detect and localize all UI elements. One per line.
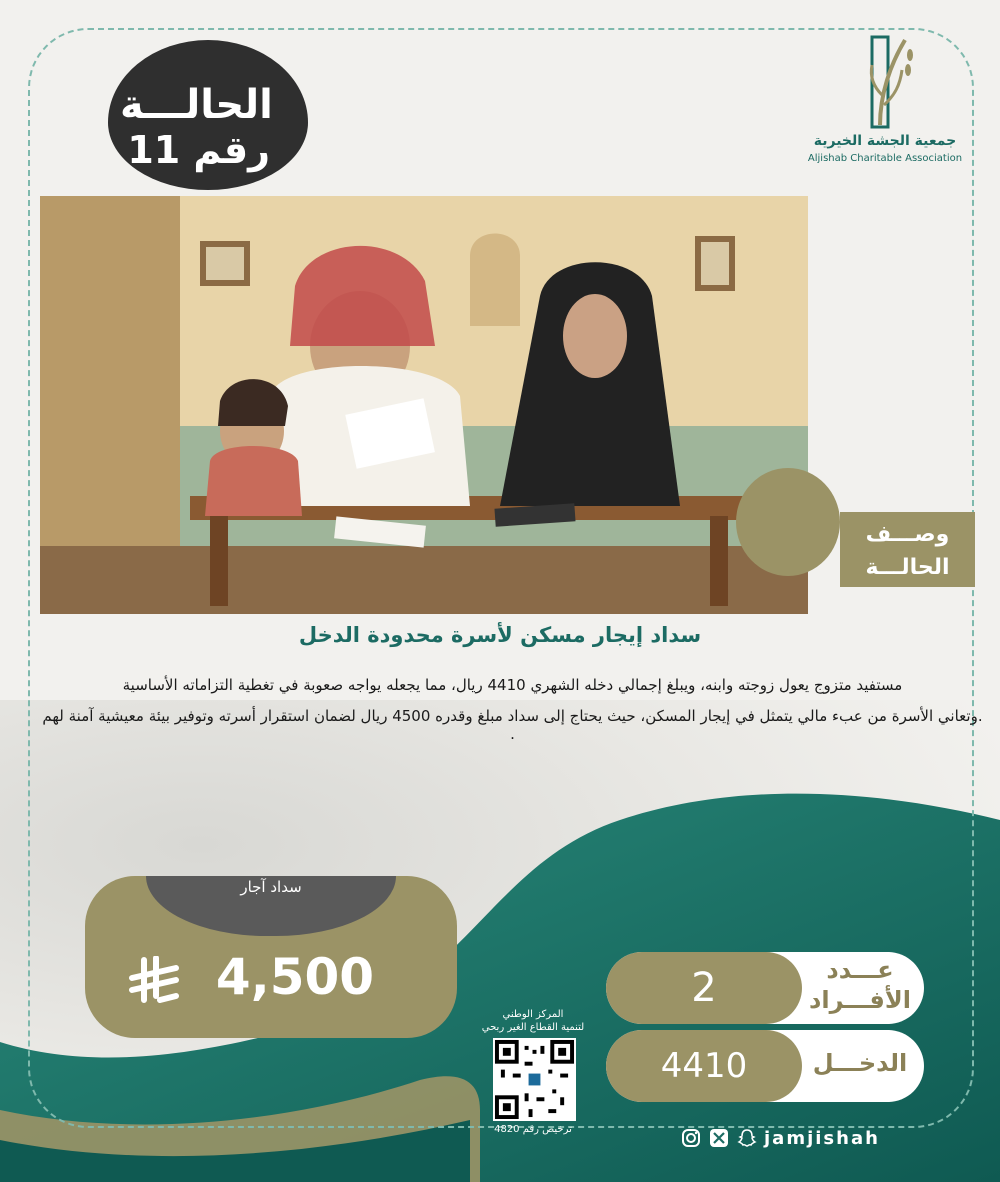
members-label-line2: الأفـــراد — [809, 986, 911, 1014]
description-line-1: مستفيد متزوج يعول زوجته وابنه، ويبلغ إجمالي دخله الشهري 4410 ريال، مما يجعله يواجه صعوبة في تغطية التزاماته الأساسية — [122, 676, 903, 694]
description-label-line1: وصـــف — [865, 522, 950, 547]
description-line-2: .وتعاني الأسرة من عبء مالي يتمثل في إيجار المسكن، حيث يحتاج إلى سداد مبلغ وقدره 4500 ريال لضمان استقرار أسرته وتوفير بيئة معيشية آمنة لهم . — [42, 707, 983, 743]
snapchat-icon[interactable] — [736, 1127, 758, 1149]
association-logo — [800, 25, 970, 175]
case-number: رقم 11 — [127, 128, 270, 172]
income-value: 4410 — [606, 1030, 802, 1102]
qr-org-line2: لتنمية القطاع الغير ربحي — [481, 1022, 585, 1033]
members-value: 2 — [606, 952, 802, 1024]
members-label-line1: عـــدد — [826, 956, 894, 984]
case-headline: سداد إيجار مسكن لأسرة محدودة الدخل — [298, 623, 702, 647]
qr-organization-text — [478, 1008, 588, 1034]
qr-org-line1: المركز الوطني — [502, 1009, 564, 1020]
description-label-line2: الحالـــة — [865, 555, 950, 580]
social-bar — [680, 1124, 900, 1152]
license-number: ترخيص رقم 4820 — [494, 1124, 572, 1135]
rent-label: سداد آجار — [240, 878, 302, 896]
logo-name-ar: جمعية الجشة الخيرية — [813, 133, 957, 149]
case-title: الحالـــة — [120, 82, 273, 128]
instagram-icon[interactable] — [680, 1127, 702, 1149]
qr-code[interactable] — [493, 1038, 576, 1121]
riyal-currency-icon — [126, 956, 182, 1008]
social-handle[interactable]: jamjishah — [764, 1127, 880, 1149]
logo-name-en: Aljishab Charitable Association — [807, 153, 963, 164]
description-label-box — [840, 512, 975, 587]
income-label: الدخـــل — [812, 1049, 908, 1077]
rent-amount: 4,500 — [215, 948, 375, 1006]
x-icon[interactable] — [708, 1127, 730, 1149]
family-illustration — [40, 196, 808, 614]
description-circle — [736, 468, 840, 576]
members-label — [800, 955, 920, 1015]
